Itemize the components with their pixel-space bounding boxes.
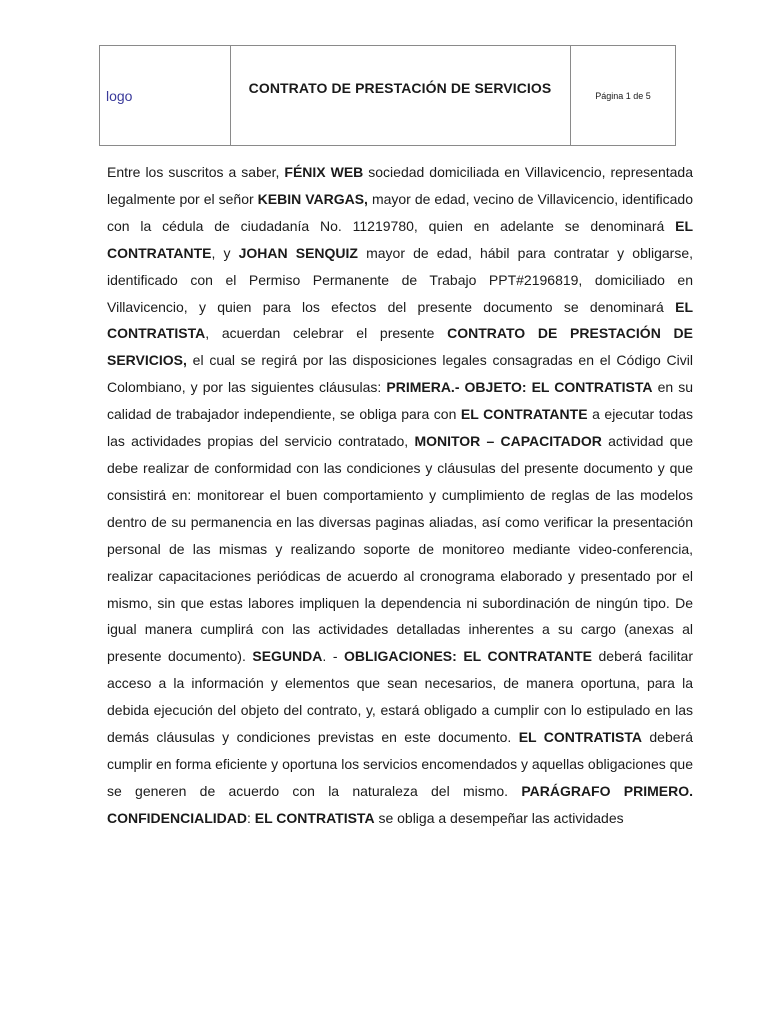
bold-text-run: SEGUNDA [252,648,323,665]
document-title: CONTRATO DE PRESTACIÓN DE SERVICIOS [248,80,552,96]
text-run: actividad que debe realizar de conformidad con las condiciones y cláusulas del presente documento y que consistirá en: monitorear el buen comportamiento y cumplimiento de reglas de las modelos dentro de su permanencia en las diversas paginas aliadas, así como verificar la presentación personal de las mismas y realizando soporte de monitoreo mediante video-conferencia, realizar capacitaciones periódicas de acuerdo al cronograma elaborado y presentado por el mismo, sin que estas labores impliquen la dependencia ni subordinación de ningún tipo. De igual manera cumplirá con las actividades detalladas inherentes a su cargo (anexas al presente documento). [107,433,693,665]
text-run: mayor de edad, vecino de Villavicencio, identificado con la cédula de ciudadanía No. 11219780, quien en adelante se denominará [107,190,693,234]
text-run: a ejecutar todas las actividades propias del servicio contratado, [107,406,694,450]
text-run: : [247,809,255,826]
text-run: en su calidad de trabajador independiente, se obliga para con [107,379,693,423]
text-run: Entre los suscritos a saber, [107,164,285,180]
text-run: mayor de edad, hábil para contratar y obligarse, identificado con el Permiso Permanente de Trabajo PPT#2196819, domiciliado en Villavicencio, y quien para los efectos del presente documento se denominará [107,244,694,315]
page-number: Página 1 de 5 [595,91,651,101]
bold-text-run: KEBIN VARGAS, [257,190,368,207]
text-run: el cual se regirá por las disposiciones legales consagradas en el Código Civil Colombiano, y por las siguientes cláusulas: [107,352,693,396]
header-logo-cell [99,46,231,145]
text-run: se obliga a desempeñar las actividades [374,809,624,826]
bold-text-run: MONITOR – CAPACITADOR [414,433,602,450]
bold-text-run: EL CONTRATISTA [254,809,375,826]
bold-text-run: EL CONTRATISTA [518,729,642,746]
text-run: deberá cumplir en forma eficiente y oportuna los servicios encomendados y aquellas obligaciones que se generen de acuerdo con la naturaleza del mismo. [107,729,693,799]
bold-text-run: CONTRATO DE PRESTACIÓN DE SERVICIOS, [107,325,693,369]
bold-text-run: FÉNIX WEB [284,164,364,180]
bold-text-run: EL CONTRATISTA [107,298,693,342]
bold-text-run: PARÁGRAFO PRIMERO. CONFIDENCIALIDAD [107,782,693,826]
bold-text-run: JOHAN SENQUIZ [238,244,358,261]
bold-text-run: PRIMERA.- OBJETO: EL CONTRATISTA [386,379,653,396]
bold-text-run: EL CONTRATANTE [107,217,693,261]
logo-placeholder: logo [106,88,133,104]
document-header-table [99,45,676,146]
bold-text-run: EL CONTRATANTE [460,406,588,423]
bold-text-run: OBLIGACIONES: EL CONTRATANTE [344,648,592,665]
text-run: sociedad domiciliada en Villavicencio, representada legalmente por el señor [107,164,693,207]
contract-body-paragraph [107,159,693,832]
header-title-cell [230,46,570,145]
text-run: , y [211,244,239,261]
text-run: , acuerdan celebrar el presente [205,325,448,342]
text-run: deberá facilitar acceso a la información y elementos que sean necesarios, de manera oportuna, para la debida ejecución del objeto del contrato, y, estará obligado a cumplir con lo estipulado en las demás cláusulas y condiciones previstas en este documento. [107,648,693,746]
text-run: . - [322,648,345,665]
header-page-cell [570,46,676,145]
